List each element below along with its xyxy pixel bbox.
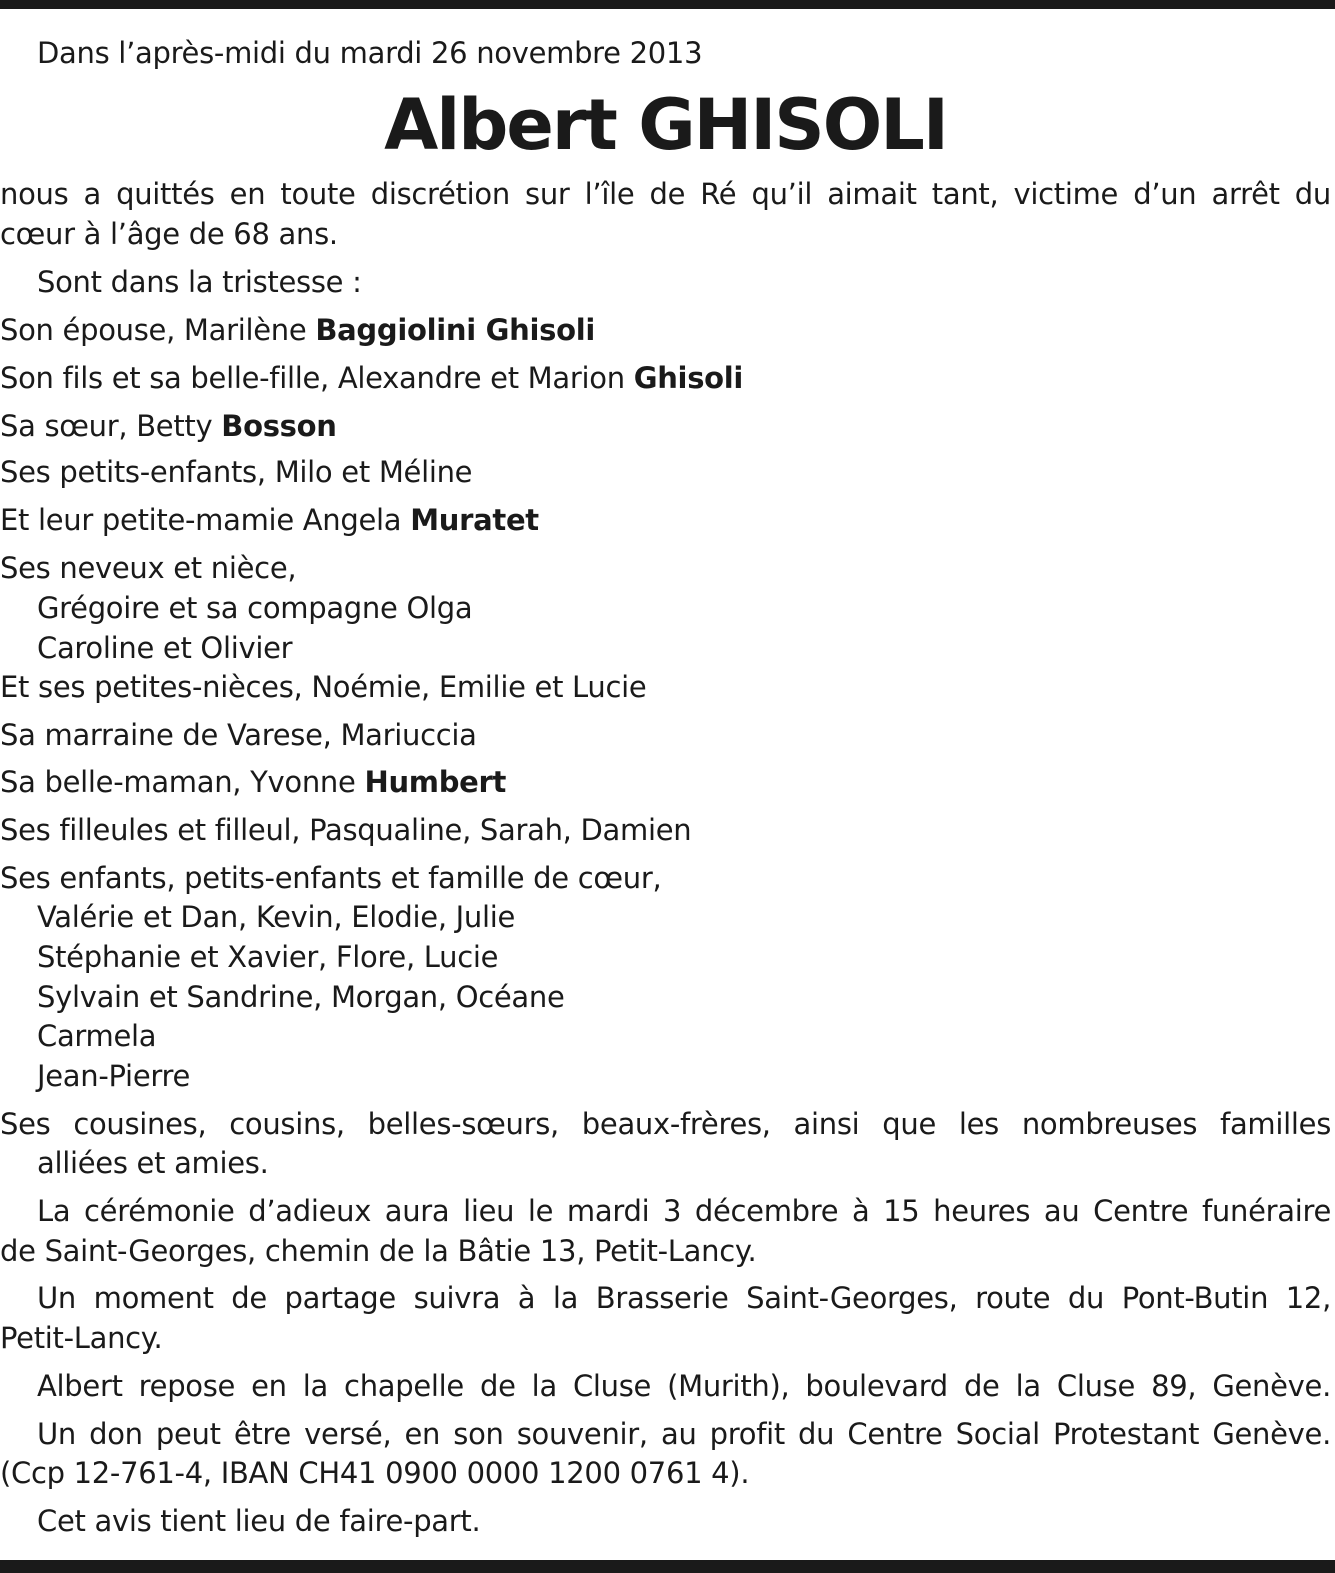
grandnieces-line: Et ses petites-nièces, Noémie, Emilie et Lucie — [0, 670, 647, 704]
nephew-entry-1: Grégoire et sa compagne Olga — [37, 591, 473, 625]
ceremony-line-1: La cérémonie d’adieux aura lieu le mardi 3 décembre à 15 heures au Centre funéraire — [37, 1194, 1331, 1228]
sister-line — [0, 406, 337, 446]
intro-line-2: cœur à l’âge de 68 ans. — [0, 217, 338, 251]
son-line — [0, 358, 743, 398]
mother-in-law-line — [0, 762, 506, 802]
heart-family-entry-1: Valérie et Dan, Kevin, Elodie, Julie — [37, 900, 516, 934]
cousins-line-1: Ses cousines, cousins, belles-sœurs, beaux-frères, ainsi que les nombreuses familles — [0, 1107, 1331, 1141]
cousins-line-2: alliées et amies. — [37, 1146, 269, 1180]
top-rule — [0, 0, 1335, 9]
granny-line — [0, 500, 539, 540]
donation-line-2: (Ccp 12-761-4, IBAN CH41 0900 0000 1200 0761 4). — [0, 1456, 750, 1490]
godchildren-line: Ses filleules et filleul, Pasqualine, Sarah, Damien — [0, 813, 692, 847]
heart-family-entry-4: Carmela — [37, 1019, 157, 1053]
heart-family-entry-3: Sylvain et Sandrine, Morgan, Océane — [37, 980, 565, 1014]
rest-place-line: Albert repose en la chapelle de la Cluse (Murith), boulevard de la Cluse 89, Genève. — [37, 1369, 1331, 1403]
nephews-line: Ses neveux et nièce, — [0, 551, 297, 585]
bottom-rule — [0, 1560, 1335, 1573]
closing-line: Cet avis tient lieu de faire-part. — [37, 1504, 481, 1538]
son-prefix: Son fils et sa belle-fille, Alexandre et Marion — [0, 361, 634, 395]
donation-line-1: Un don peut être versé, en son souvenir, au profit du Centre Social Protestant Genève. — [37, 1417, 1331, 1451]
gathering-line-2: Petit-Lancy. — [0, 1321, 163, 1355]
heart-family-entry-2: Stéphanie et Xavier, Flore, Lucie — [37, 940, 499, 974]
intro-line-1: nous a quittés en toute discrétion sur l’île de Ré qu’il aimait tant, victime d’un arrêt du — [0, 177, 1331, 211]
godmother-line: Sa marraine de Varese, Mariuccia — [0, 718, 477, 752]
spouse-surname: Baggiolini Ghisoli — [315, 313, 596, 347]
heart-family-entry-5: Jean-Pierre — [37, 1059, 190, 1093]
mother-in-law-surname: Humbert — [364, 765, 507, 799]
spouse-line — [0, 310, 595, 350]
mourners-heading: Sont dans la tristesse : — [37, 265, 362, 299]
deceased-name: Albert GHISOLI — [384, 84, 947, 166]
grandchildren-line: Ses petits-enfants, Milo et Méline — [0, 455, 473, 489]
granny-prefix: Et leur petite-mamie Angela — [0, 503, 411, 537]
sister-prefix: Sa sœur, Betty — [0, 409, 222, 443]
nephew-entry-2: Caroline et Olivier — [37, 631, 293, 665]
heart-family-line: Ses enfants, petits-enfants et famille de cœur, — [0, 861, 662, 895]
son-surname: Ghisoli — [633, 361, 744, 395]
gathering-line-1: Un moment de partage suivra à la Brasserie Saint-Georges, route du Pont-Butin 12, — [37, 1281, 1331, 1315]
ceremony-line-2: de Saint-Georges, chemin de la Bâtie 13, Petit-Lancy. — [0, 1234, 757, 1268]
granny-surname: Muratet — [410, 503, 539, 537]
mother-in-law-prefix: Sa belle-maman, Yvonne — [0, 765, 365, 799]
sister-surname: Bosson — [221, 409, 337, 443]
date-line: Dans l’après-midi du mardi 26 novembre 2013 — [37, 36, 703, 70]
spouse-prefix: Son épouse, Marilène — [0, 313, 316, 347]
